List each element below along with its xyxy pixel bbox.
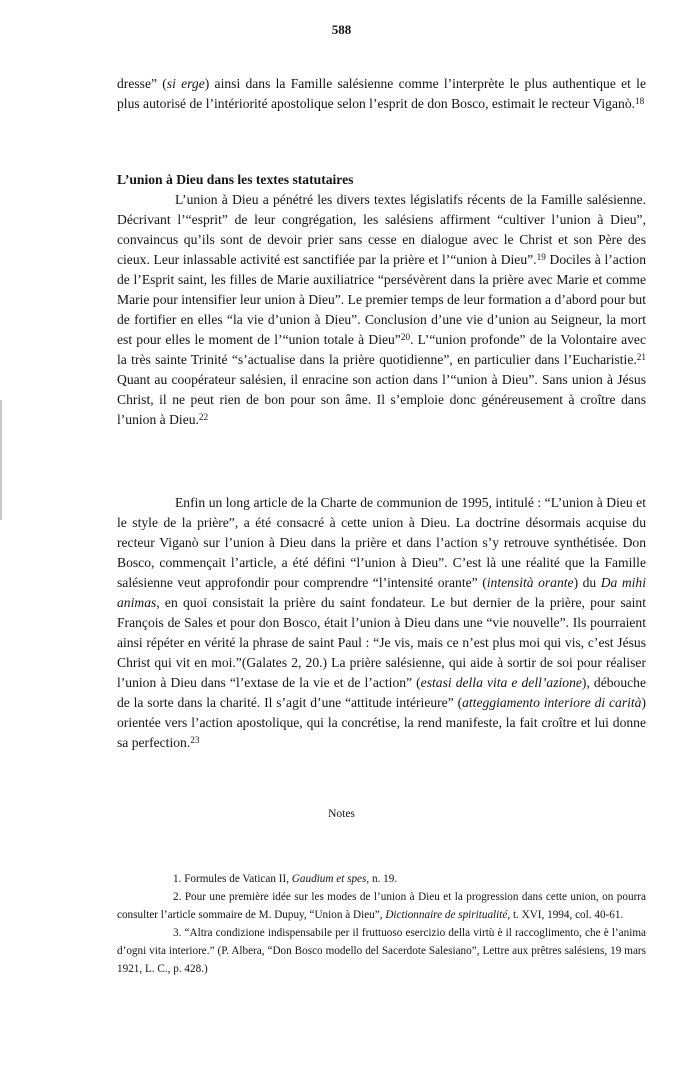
footnote-item: [117, 888, 646, 924]
text-run: , t. XVI, 1994, col. 40-61.: [507, 909, 624, 921]
footnote-ref: 19: [536, 251, 546, 262]
italic-text: Dictionnaire de spiritualité: [385, 909, 508, 921]
body-paragraph-3: [117, 493, 646, 753]
section-heading: L’union à Dieu dans les textes statutaires: [117, 172, 354, 187]
notes-heading: Notes: [328, 808, 355, 820]
italic-text: intensità orante: [486, 575, 574, 590]
footnote-item: [117, 924, 646, 978]
footnote-list: [117, 870, 646, 978]
italic-text: si erge: [166, 76, 205, 91]
body-paragraph-2: [117, 190, 646, 430]
footnote-ref: 23: [190, 734, 200, 745]
text-run: ), débouche de la sorte dans la charité. Il s’agit d’une “attitude intérieure” (: [117, 675, 647, 710]
text-run: L’union à Dieu a pénétré les divers textes législatifs récents de la Famille salésienne. Décrivant l’“esprit” de leur congrégation, les salésiens affirment “cultiver l’union à Dieu”, convaincus qu’ils sont de devoir prier sans cesse en dialogue avec le Christ et son Père des cieux. Leur inlassable activité est sanctifiée par la prière et l’“union à Dieu”.: [117, 192, 646, 267]
scan-edge-shadow: [0, 400, 2, 520]
text-run: . L’“union profonde” de la Volontaire avec la très sainte Trinité “s’actualise dans la prière quotidienne”, en particulier dans l’Eucharistie.: [117, 332, 646, 367]
text-run: ) ainsi dans la Famille salésienne comme l’interprète le plus authentique et le plus autorisé de l’intériorité apostolique selon l’esprit de don Bosco, estimait le recteur Viganò.: [117, 76, 646, 111]
page-number: 588: [331, 22, 352, 37]
text-run: 2. Pour une première idée sur les modes de l’union à Dieu et la progression dans cette union, on pourra consulter l’article sommaire de M. Dupuy, “Union à Dieu”,: [117, 891, 646, 921]
footnote-ref: 21: [636, 351, 646, 362]
body-paragraph-1: [117, 74, 646, 114]
text-run: ) du: [573, 575, 601, 590]
italic-text: Gaudium et spes: [291, 873, 367, 885]
italic-text: atteggiamento interiore di carità: [462, 695, 642, 710]
text-run: Dociles à l’action de l’Esprit saint, les filles de Marie auxiliatrice “persévèrent dans la prière avec Marie et comme Marie pour intensifier leur union à Dieu”. Le premier temps de leur formation a d’abord pour but de fortifier en elles “la vie d’union à Dieu”. Conclusion d’une vie d’union au Seigneur, la mort est pour elles le moment de l’“union totale à Dieu”: [117, 252, 646, 347]
text-run: , en quoi consistait la prière du saint fondateur. Le but dernier de la prière, pour saint François de Sales et pour don Bosco, était l’union à Dieu dans une “vie nouvelle”. Ils pourraient ainsi répéter en vérité la phrase de saint Paul : “Je vis, mais ce n’est plus moi qui vis, c’est Jésus Christ qui vit en moi.”(Galates 2, 20.) La prière salésienne, qui aide à sortir de soi pour réaliser l’union à Dieu dans “l’extase de la vie et de l’action” (: [117, 595, 646, 690]
italic-text: Da mihi animas: [117, 575, 647, 610]
text-run: ) orientée vers l’action apostolique, qui la concrétise, la rend manifeste, la fait croître et lui donne sa perfection.: [117, 695, 646, 750]
text-run: Enfin un long article de la Charte de communion de 1995, intitulé : “L’union à Dieu et le style de la prière”, a été consacré à cette union à Dieu. La doctrine désormais acquise du recteur Viganò sur l’union à Dieu dans la prière et dans l’action s’y retrouve synthétisée. Don Bosco, commençait l’article, a été défini “l’union à Dieu”. C’est là une réalité que la Famille salésienne veut approfondir pour comprendre “l’intensité orante” (: [117, 495, 646, 590]
footnote-ref: 22: [198, 411, 209, 422]
footnote-item: [117, 870, 646, 888]
italic-text: estasi della vita e dell’azione: [420, 675, 582, 690]
text-run: 3. “Altra condizione indispensabile per il fruttuoso esercizio della virtù è il raccoglimento, che è l’anima d’ogni vita interiore.” (P. Albera, “Don Bosco modello del Sacerdote Salesiano”, Lettre aux prêtres salésiens, 19 mars 1921, L. C., p. 428.): [117, 927, 646, 975]
text-run: 1. Formules de Vatican II,: [173, 873, 292, 885]
text-run: , n. 19.: [366, 873, 398, 885]
text-run: Quant au coopérateur salésien, il enracine son action dans l’“union à Dieu”. Sans union à Jésus Christ, il ne peut rien de bon pour son âme. Il s’emploie donc généreusement à croître dans l’union à Dieu.: [117, 372, 646, 427]
footnote-ref: 20: [400, 331, 411, 342]
text-run: dresse” (: [117, 76, 167, 91]
footnote-ref: 18: [635, 95, 645, 106]
